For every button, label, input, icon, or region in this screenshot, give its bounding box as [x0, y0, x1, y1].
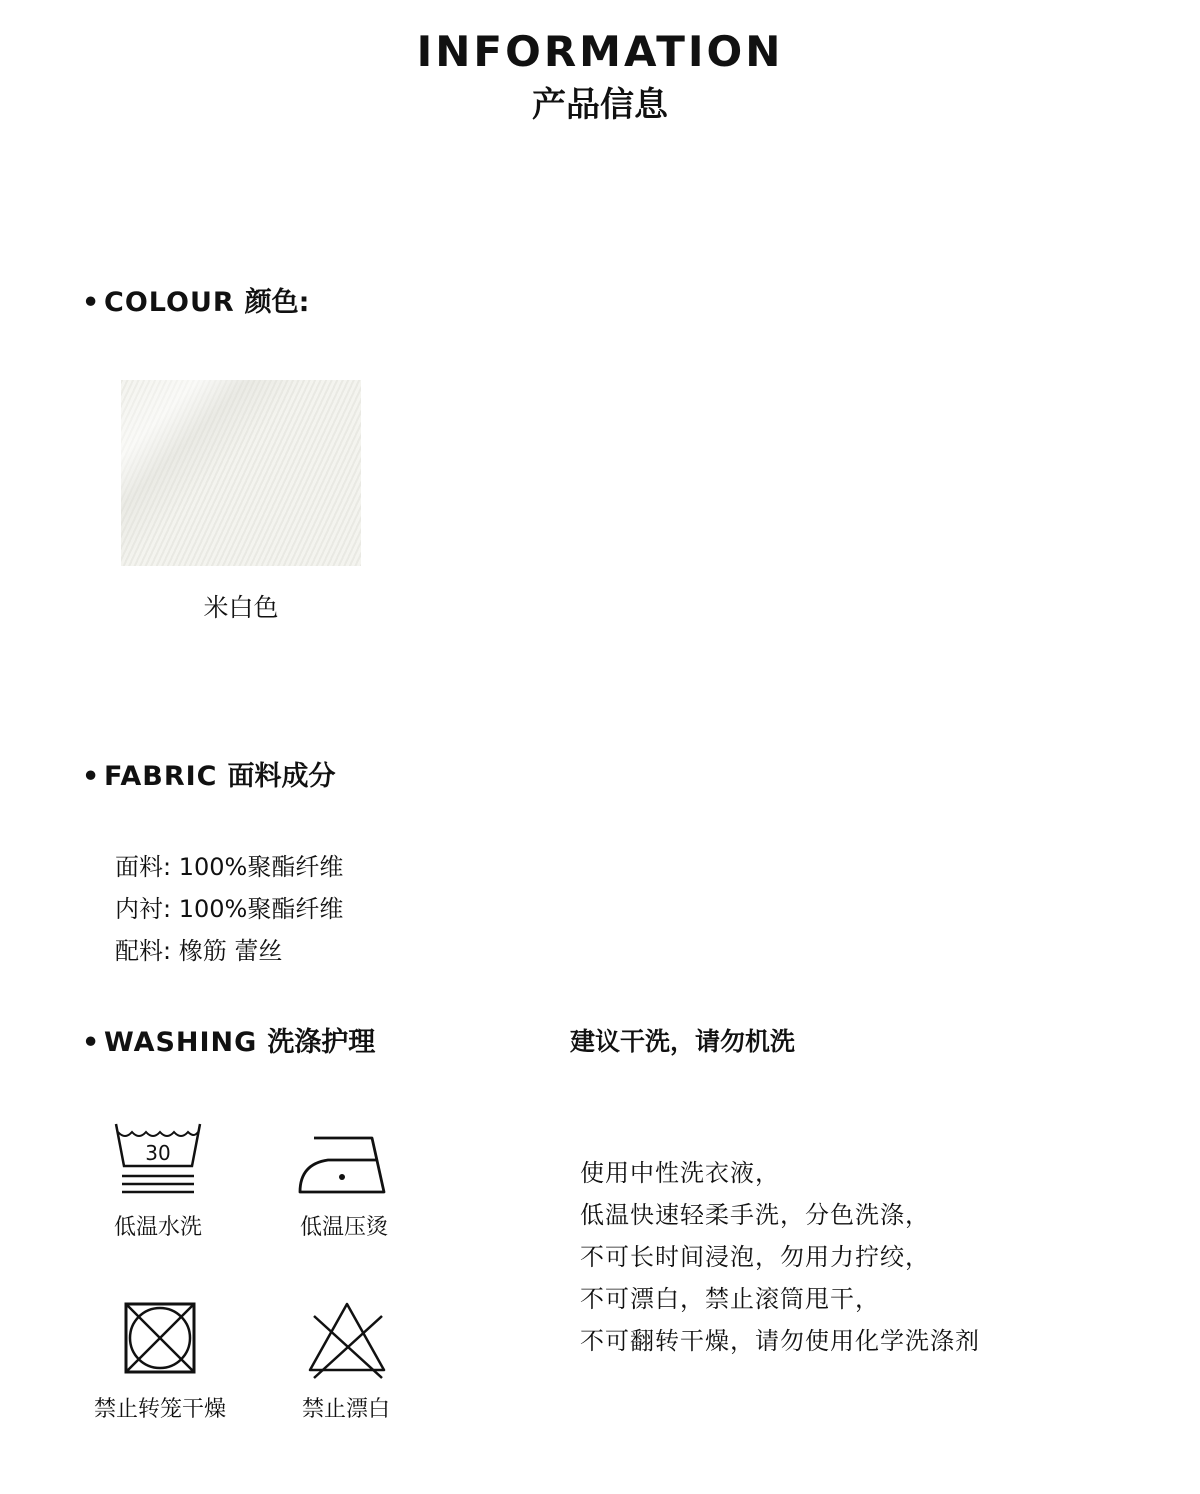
fabric-line-lining: 内衬: 100%聚酯纤维 — [115, 895, 344, 923]
fabric-label-cn: 面料成分 — [227, 761, 336, 792]
washing-heading — [82, 1026, 375, 1060]
fabric-label-en: FABRIC — [104, 761, 218, 792]
care-line: 低温快速轻柔手洗，分色洗涤， — [580, 1201, 930, 1229]
page-subtitle: 产品信息 — [532, 85, 668, 125]
fabric-heading — [82, 760, 335, 794]
fabric-line-trims: 配料: 橡筋 蕾丝 — [115, 937, 283, 965]
wash-temp-text: 30 — [145, 1141, 171, 1165]
bullet-dot: • — [82, 1027, 100, 1058]
washing-note: 建议干洗，请勿机洗 — [570, 1027, 796, 1056]
care-line: 不可长时间浸泡，勿用力拧绞， — [580, 1243, 930, 1271]
colour-label-en: COLOUR — [104, 287, 235, 318]
wash-30-icon — [108, 1118, 208, 1208]
page-title: INFORMATION — [416, 27, 784, 76]
colour-swatch — [121, 380, 361, 566]
no-bleach-label: 禁止漂白 — [301, 1397, 390, 1422]
no-bleach-icon — [302, 1296, 402, 1386]
iron-low-label: 低温压烫 — [299, 1215, 388, 1240]
colour-swatch-label: 米白色 — [203, 593, 279, 622]
colour-label-cn: 颜色: — [244, 287, 310, 318]
bullet-dot: • — [82, 761, 100, 792]
no-tumble-dry-label: 禁止转笼干燥 — [93, 1397, 226, 1422]
no-tumble-dry-icon — [114, 1298, 214, 1388]
colour-heading — [82, 286, 310, 320]
fabric-line-shell: 面料: 100%聚酯纤维 — [115, 853, 344, 881]
bullet-dot: • — [82, 287, 100, 318]
washing-label-en: WASHING — [104, 1027, 258, 1058]
care-line: 使用中性洗衣液， — [580, 1159, 780, 1187]
care-line: 不可翻转干燥，请勿使用化学洗涤剂 — [580, 1327, 980, 1355]
wash-30-label: 低温水洗 — [113, 1215, 202, 1240]
iron-low-icon — [294, 1126, 394, 1216]
washing-label-cn: 洗涤护理 — [267, 1027, 376, 1058]
care-line: 不可漂白，禁止滚筒甩干， — [580, 1285, 880, 1313]
